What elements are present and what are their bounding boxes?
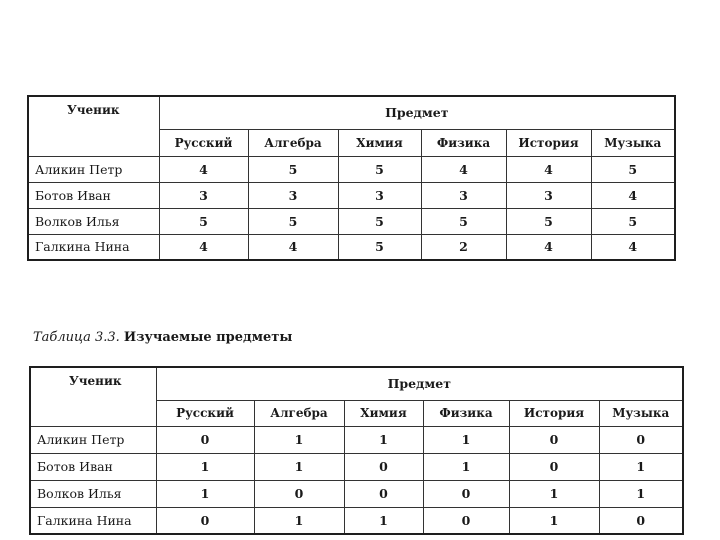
- flag-cell: 1: [423, 426, 509, 453]
- student-name: Аликин Петр: [28, 156, 159, 182]
- flag-cell: 0: [599, 426, 683, 453]
- flag-cell: 0: [156, 507, 254, 534]
- student-column-header: Ученик: [30, 367, 156, 426]
- table-row: [28, 234, 675, 260]
- student-name: Ботов Иван: [30, 453, 156, 480]
- subject-header: Музыка: [591, 129, 675, 156]
- table-row: [30, 480, 683, 507]
- subject-header: Русский: [159, 129, 248, 156]
- table-caption: [33, 330, 292, 345]
- grade-cell: 5: [248, 156, 338, 182]
- student-name: Ботов Иван: [28, 182, 159, 208]
- grade-cell: 5: [338, 156, 421, 182]
- student-column-header: Ученик: [28, 96, 159, 156]
- table-row: [28, 182, 675, 208]
- student-name: Галкина Нина: [30, 507, 156, 534]
- studied-subjects-table: [29, 366, 684, 535]
- student-name: Аликин Петр: [30, 426, 156, 453]
- flag-cell: 1: [509, 480, 599, 507]
- grade-cell: 3: [506, 182, 591, 208]
- student-name: Волков Илья: [28, 208, 159, 234]
- subject-header: Физика: [423, 400, 509, 426]
- subject-group-header: Предмет: [156, 367, 683, 400]
- flag-cell: 0: [509, 453, 599, 480]
- caption-label: Таблица 3.3.: [33, 330, 120, 345]
- subject-header: История: [506, 129, 591, 156]
- caption-title: Изучаемые предметы: [123, 330, 293, 345]
- grade-cell: 3: [338, 182, 421, 208]
- grade-cell: 5: [591, 208, 675, 234]
- grade-cell: 4: [159, 156, 248, 182]
- grade-cell: 3: [159, 182, 248, 208]
- flag-cell: 1: [344, 426, 423, 453]
- table-row: [30, 426, 683, 453]
- subject-header: Химия: [338, 129, 421, 156]
- grade-cell: 4: [248, 234, 338, 260]
- flag-cell: 1: [156, 480, 254, 507]
- student-name: Галкина Нина: [28, 234, 159, 260]
- subject-header: История: [509, 400, 599, 426]
- grade-cell: 5: [338, 234, 421, 260]
- grade-cell: 5: [506, 208, 591, 234]
- flag-cell: 1: [254, 453, 344, 480]
- grade-cell: 4: [421, 156, 506, 182]
- grades-table: [27, 95, 676, 261]
- grade-cell: 5: [248, 208, 338, 234]
- grade-cell: 5: [338, 208, 421, 234]
- subject-group-header: Предмет: [159, 96, 675, 129]
- grade-cell: 5: [421, 208, 506, 234]
- subject-header: Музыка: [599, 400, 683, 426]
- header-row: [30, 367, 683, 400]
- flag-cell: 0: [344, 480, 423, 507]
- grade-cell: 4: [591, 234, 675, 260]
- subject-header: Русский: [156, 400, 254, 426]
- table-row: [28, 156, 675, 182]
- grade-cell: 3: [248, 182, 338, 208]
- table-row: [30, 453, 683, 480]
- subject-header: Алгебра: [254, 400, 344, 426]
- flag-cell: 1: [254, 426, 344, 453]
- subject-header: Химия: [344, 400, 423, 426]
- flag-cell: 1: [509, 507, 599, 534]
- grade-cell: 3: [421, 182, 506, 208]
- flag-cell: 1: [254, 507, 344, 534]
- student-name: Волков Илья: [30, 480, 156, 507]
- grade-cell: 5: [591, 156, 675, 182]
- flag-cell: 1: [599, 480, 683, 507]
- table-row: [28, 208, 675, 234]
- flag-cell: 0: [156, 426, 254, 453]
- grade-cell: 4: [506, 156, 591, 182]
- flag-cell: 0: [599, 507, 683, 534]
- flag-cell: 0: [423, 507, 509, 534]
- flag-cell: 1: [344, 507, 423, 534]
- grade-cell: 2: [421, 234, 506, 260]
- flag-cell: 0: [509, 426, 599, 453]
- flag-cell: 1: [156, 453, 254, 480]
- flag-cell: 0: [254, 480, 344, 507]
- header-row: [28, 96, 675, 129]
- grade-cell: 4: [591, 182, 675, 208]
- grade-cell: 5: [159, 208, 248, 234]
- flag-cell: 0: [423, 480, 509, 507]
- flag-cell: 1: [423, 453, 509, 480]
- subject-header: Алгебра: [248, 129, 338, 156]
- subject-header: Физика: [421, 129, 506, 156]
- grade-cell: 4: [506, 234, 591, 260]
- flag-cell: 1: [599, 453, 683, 480]
- grade-cell: 4: [159, 234, 248, 260]
- flag-cell: 0: [344, 453, 423, 480]
- table-row: [30, 507, 683, 534]
